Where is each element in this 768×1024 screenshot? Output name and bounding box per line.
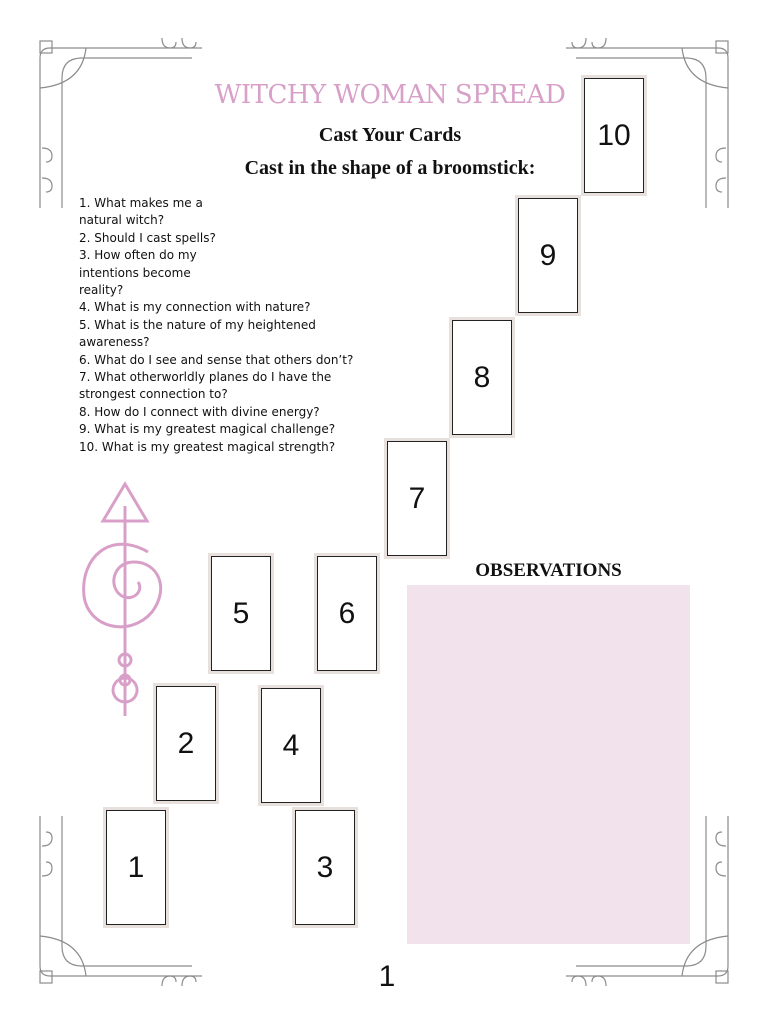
question-line: 5. What is the nature of my heightened bbox=[79, 317, 316, 332]
question-line: 9. What is my greatest magical challenge? bbox=[79, 422, 336, 437]
card-slot-2: 2 bbox=[156, 686, 216, 801]
observations-area[interactable] bbox=[407, 585, 690, 944]
question-line: 4. What is my connection with nature? bbox=[79, 300, 311, 315]
question-line: reality? bbox=[79, 283, 124, 298]
question-list bbox=[79, 195, 369, 456]
card-slot-1: 1 bbox=[106, 810, 166, 925]
question-line: 10. What is my greatest magical strength? bbox=[79, 439, 336, 454]
question-line: 3. How often do my bbox=[79, 248, 197, 263]
page-title: WITCHY WOMAN SPREAD bbox=[214, 80, 566, 110]
subtitle-broomstick: Cast in the shape of a broomstick: bbox=[244, 157, 536, 179]
question-line: strongest connection to? bbox=[79, 387, 228, 402]
question-line: intentions become bbox=[79, 265, 191, 280]
card-slot-7: 7 bbox=[387, 441, 447, 556]
question-line: 6. What do I see and sense that others don’t? bbox=[79, 352, 354, 367]
question-line: 2. Should I cast spells? bbox=[79, 230, 216, 245]
subtitle-cast-your-cards: Cast Your Cards bbox=[318, 124, 462, 146]
card-slot-8: 8 bbox=[452, 320, 512, 435]
sigil-icon bbox=[70, 478, 180, 718]
question-line: 7. What otherworldly planes do I have the bbox=[79, 370, 332, 385]
card-slot-3: 3 bbox=[295, 810, 355, 925]
question-line: natural witch? bbox=[79, 213, 165, 228]
page-number: 1 bbox=[378, 960, 396, 993]
question-line: 8. How do I connect with divine energy? bbox=[79, 404, 320, 419]
question-line: 1. What makes me a bbox=[79, 196, 203, 210]
card-slot-10: 10 bbox=[584, 78, 644, 193]
card-slot-6: 6 bbox=[317, 556, 377, 671]
card-slot-4: 4 bbox=[261, 688, 321, 803]
card-slot-5: 5 bbox=[211, 556, 271, 671]
card-slot-9: 9 bbox=[518, 198, 578, 313]
observations-heading: OBSERVATIONS bbox=[475, 560, 622, 581]
question-line: awareness? bbox=[79, 335, 150, 350]
